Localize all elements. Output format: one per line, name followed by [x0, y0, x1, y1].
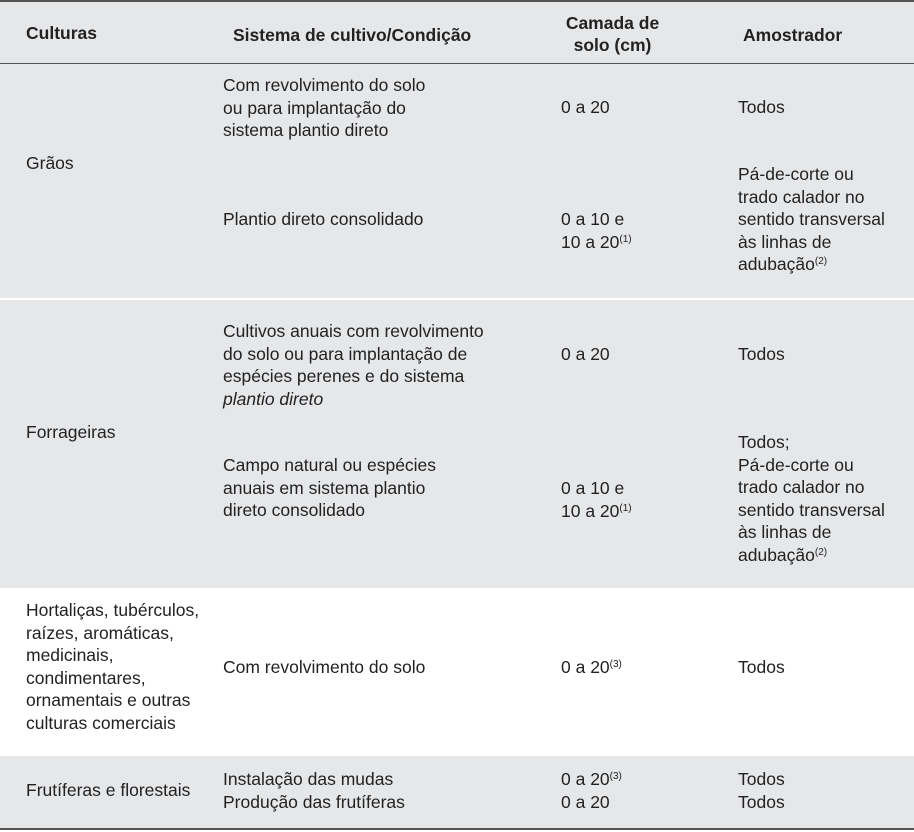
amostrador-graos-2: Pá-de-corte ou trado calador no sentido transversal às linhas de adubação$^{(2)}$ [738, 164, 885, 274]
table-header [0, 0, 914, 64]
cultura-hortalicas: Hortaliças, tubérculos, raízes, aromáticas, medicinais, condimentares, ornamentais e outras culturas comerciais [26, 600, 200, 733]
camada-graos-2: 0 a 10 e 10 a 20$^{(1)}$ [561, 209, 632, 252]
sistema-forrageiras-2: Campo natural ou espécies anuais em sistema plantio direto consolidado [223, 455, 437, 520]
header-camada-line2: solo (cm) [573, 35, 652, 55]
header-camada-line1: Camada de [565, 13, 660, 33]
header-culturas: Culturas [26, 23, 97, 43]
sistema-graos-2: Plantio direto consolidado [223, 209, 424, 229]
header-camada [560, 12, 665, 56]
cultura-graos: Grãos [26, 153, 74, 173]
header-amostrador: Amostrador [743, 25, 843, 45]
camada-frutiferas: 0 a 20$^{(3)}$ 0 a 20 [561, 769, 622, 812]
sistema-forrageiras-1: Cultivos anuais com revolvimento do solo ou para implantação de espécies perenes e do sistema plantio direto [223, 321, 484, 409]
camada-forrageiras-1: 0 a 20 [561, 344, 610, 364]
cultura-frutiferas: Frutíferas e florestais [26, 780, 191, 800]
header-sistema: Sistema de cultivo/Condição [233, 25, 472, 45]
camada-graos-1: 0 a 20 [561, 97, 610, 117]
amostrador-frutiferas: Todos Todos [738, 769, 785, 812]
sistema-frutiferas: Instalação das mudas Produção das frutíferas [223, 769, 405, 812]
camada-hortalicas: 0 a 20$^{(3)}$ [561, 657, 622, 677]
amostrador-forrageiras-2: Todos; Pá-de-corte ou trado calador no sentido transversal às linhas de adubação$^{(2)}$ [738, 432, 885, 565]
sistema-graos-1: Com revolvimento do solo ou para implantação do sistema plantio direto [223, 75, 426, 140]
amostrador-hortalicas: Todos [738, 657, 785, 677]
table-bottom-rule [0, 828, 914, 830]
sistema-hortalicas: Com revolvimento do solo [223, 657, 426, 677]
cultura-forrageiras: Forrageiras [26, 422, 116, 442]
camada-forrageiras-2: 0 a 10 e 10 a 20$^{(1)}$ [561, 478, 632, 521]
amostrador-forrageiras-1: Todos [738, 344, 785, 364]
amostrador-graos-1: Todos [738, 97, 785, 117]
